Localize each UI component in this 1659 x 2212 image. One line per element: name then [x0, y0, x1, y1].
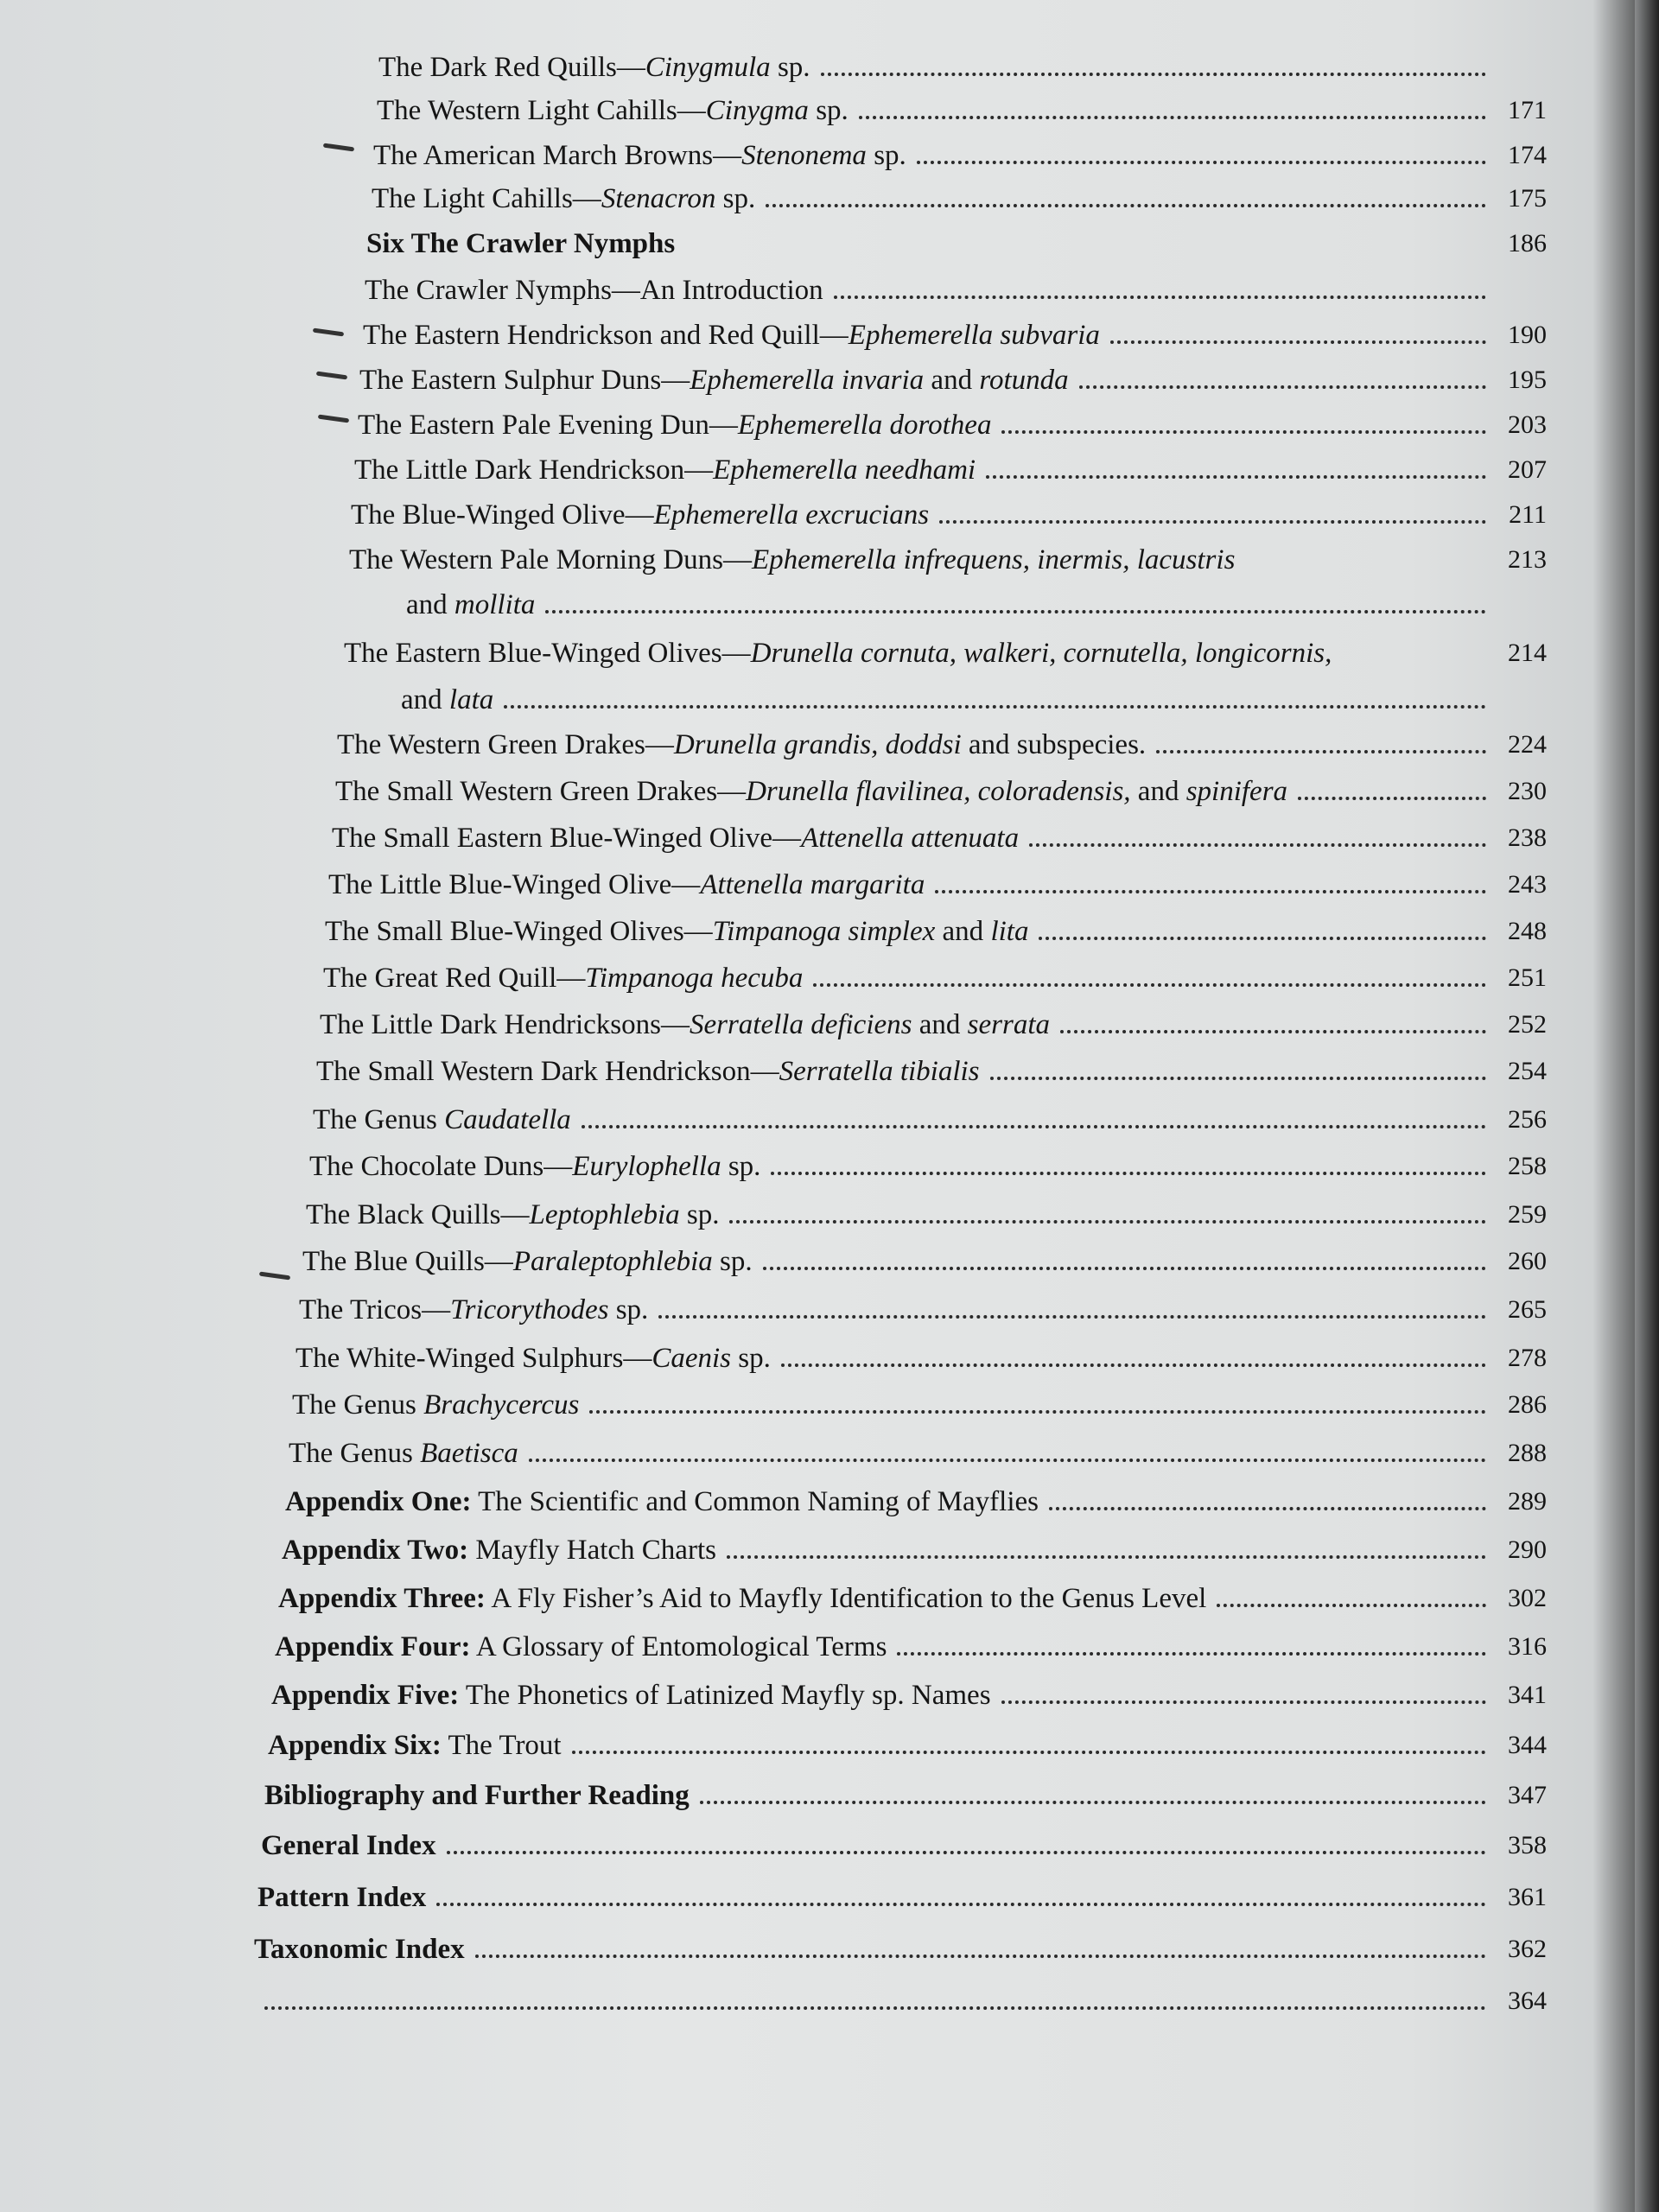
toc-entry: [377, 93, 1547, 128]
toc-entry-text: The Scientific and Common Naming of Mayflies: [471, 1486, 1039, 1517]
dot-leader: [729, 1220, 1486, 1224]
dot-leader: [529, 1459, 1486, 1462]
toc-entry-title: [377, 93, 849, 128]
toc-entry-latin-name: Baetisca: [420, 1438, 518, 1469]
toc-entry: [271, 1678, 1547, 1713]
toc-entry-page-number: 175: [1508, 184, 1547, 213]
dot-leader: [897, 1652, 1486, 1656]
toc-entry: [257, 1880, 1547, 1915]
toc-entry-latin-name: Timpanoga hecuba: [585, 963, 804, 994]
dot-leader: [1039, 937, 1486, 940]
toc-entry: [325, 914, 1547, 949]
toc-entry-title: [354, 453, 976, 487]
dot-leader: [700, 1801, 1486, 1804]
toc-entry-text: sp.: [721, 1151, 761, 1182]
toc-entry: [309, 1149, 1547, 1184]
toc-entry-page-number: 207: [1508, 455, 1547, 484]
toc-entry: [261, 1828, 1547, 1863]
toc-entry: [282, 1533, 1547, 1567]
dot-leader: [813, 983, 1486, 987]
toc-entry-latin-name: Stenacron: [601, 183, 716, 214]
toc-entry-text: The Eastern Hendrickson and Red Quill—: [363, 320, 849, 351]
toc-entry-latin-name: Timpanoga simplex: [712, 916, 936, 947]
dot-leader: [935, 890, 1486, 893]
pencil-mark: [313, 328, 344, 337]
toc-entry-title: [401, 683, 493, 717]
toc-entry-latin-name: Drunella flavilinea, coloradensis,: [746, 776, 1131, 807]
toc-entry-text: sp.: [679, 1199, 720, 1230]
toc-entry-page-number: 289: [1508, 1487, 1547, 1516]
toc-entry-page-number: 358: [1508, 1831, 1547, 1859]
toc-entry-page-number: 364: [1508, 1986, 1547, 2015]
toc-entry-page-number: 316: [1508, 1632, 1547, 1661]
toc-entry-text: The Genus: [289, 1438, 421, 1469]
toc-entry-page-number: 251: [1508, 963, 1547, 992]
toc-entry-text: The Small Blue-Winged Olives—: [325, 916, 713, 947]
toc-entry-latin-name: Ephemerella infrequens, inermis, lacustris: [752, 544, 1236, 575]
toc-entry-heading: Pattern Index: [257, 1882, 427, 1913]
toc-entry-title: [406, 588, 535, 622]
toc-entry: [289, 1436, 1547, 1471]
toc-entry-page-number: 302: [1508, 1584, 1547, 1612]
toc-entry-text: A Fly Fisher’s Aid to Mayfly Identification to the Genus Level: [485, 1583, 1207, 1614]
toc-entry-text: and: [406, 589, 454, 620]
toc-entry-latin-name: Brachycercus: [423, 1389, 580, 1421]
toc-entry-text: The Eastern Pale Evening Dun—: [358, 410, 738, 441]
toc-entry-text: and: [924, 365, 980, 396]
toc-entry-text: sp.: [715, 183, 756, 214]
toc-entry-text: The Genus: [313, 1104, 445, 1135]
dot-leader: [771, 1172, 1486, 1175]
toc-entry-text: and: [935, 916, 991, 947]
toc-entry-title: [306, 1198, 719, 1232]
toc-entry: [332, 821, 1547, 855]
toc-entry: [378, 50, 1547, 85]
toc-entry-text: The Trout: [441, 1730, 562, 1761]
toc-entry-latin-name: Ephemerella subvaria: [848, 320, 1100, 351]
pencil-mark: [259, 1272, 290, 1281]
toc-entry-latin-name: Ephemerella needhami: [713, 454, 976, 486]
toc-entry-title: [332, 821, 1019, 855]
toc-entry-text: sp.: [866, 140, 906, 171]
toc-entry-page-number: 290: [1508, 1535, 1547, 1564]
toc-entry-page-number: 248: [1508, 917, 1547, 945]
toc-entry-title: [349, 543, 1235, 577]
toc-entry-title: [278, 1581, 1206, 1616]
toc-entry-title: [299, 1293, 648, 1327]
toc-entry: [285, 1484, 1547, 1519]
toc-entry-text: The American March Browns—: [373, 140, 742, 171]
toc-entry-heading: Appendix Five:: [271, 1680, 460, 1711]
toc-entry: [365, 273, 1547, 308]
toc-entry-page-number: 361: [1508, 1883, 1547, 1911]
toc-entry: [313, 1103, 1547, 1137]
toc-entry: [292, 1388, 1547, 1422]
toc-entry-page-number: 171: [1508, 96, 1547, 124]
toc-entry: [254, 1932, 1547, 1967]
toc-entry-text: The Chocolate Duns—: [309, 1151, 573, 1182]
toc-entry-heading: Appendix One:: [285, 1486, 472, 1517]
pencil-mark: [323, 143, 354, 152]
toc-entry-page-number: 214: [1508, 639, 1547, 667]
toc-entry-heading: Appendix Two:: [282, 1535, 469, 1566]
toc-entry-latin-name: Ephemerella dorothea: [737, 410, 992, 441]
toc-entry-title: [351, 498, 929, 532]
toc-entry: [372, 181, 1547, 216]
toc-entry-title: [337, 728, 1146, 762]
toc-entry-heading: Taxonomic Index: [254, 1934, 465, 1965]
toc-entry-page-number: 362: [1508, 1935, 1547, 1963]
toc-entry-page-number: 174: [1508, 141, 1547, 169]
toc-entry-page-number: 238: [1508, 823, 1547, 852]
toc-entry-title: [289, 1436, 518, 1471]
dot-leader: [1217, 1604, 1486, 1607]
toc-entry-latin-name: Leptophlebia: [529, 1199, 680, 1230]
toc-entry: [323, 961, 1547, 995]
toc-entry-page-number: 224: [1508, 730, 1547, 759]
toc-entry-heading: Appendix Six:: [268, 1730, 442, 1761]
toc-entry: [320, 1007, 1547, 1042]
toc-entry-text: sp.: [712, 1246, 753, 1277]
toc-entry-title: [320, 1007, 1050, 1042]
dot-leader: [834, 296, 1486, 299]
dot-leader: [504, 705, 1486, 709]
dot-leader: [447, 1851, 1486, 1854]
toc-entry-title: [316, 1054, 980, 1089]
toc-entry-page-number: 260: [1508, 1247, 1547, 1275]
toc-entry: [335, 774, 1547, 809]
toc-entry-title: [372, 181, 755, 216]
toc-entry-page-number: 243: [1508, 870, 1547, 899]
toc-entry-page-number: 265: [1508, 1295, 1547, 1324]
toc-entry-text: and: [1130, 776, 1186, 807]
toc-entry-latin-name: Drunella cornuta, walkeri, cornutella, longicornis,: [750, 638, 1332, 669]
toc-entry-text: and: [401, 684, 449, 715]
toc-entry-text: The Western Green Drakes—: [337, 729, 674, 760]
toc-entry-title: [275, 1630, 887, 1664]
toc-entry: [401, 683, 1547, 717]
dot-leader: [917, 161, 1486, 164]
toc-entry-page-number: 258: [1508, 1152, 1547, 1180]
toc-entry-page-number: 288: [1508, 1439, 1547, 1467]
toc-entry-title: [366, 226, 675, 261]
dot-leader: [727, 1555, 1486, 1559]
toc-entry-page-number: 252: [1508, 1010, 1547, 1039]
toc-entry-latin-name: Drunella grandis, doddsi: [673, 729, 962, 760]
toc-entry-title: [335, 774, 1287, 809]
toc-entry: [264, 1778, 1547, 1813]
toc-entry: [296, 1341, 1547, 1376]
toc-entry-text: The Little Dark Hendricksons—: [320, 1009, 690, 1040]
toc-entry-latin-name: Eurylophella: [572, 1151, 721, 1182]
toc-entry: [275, 1630, 1547, 1664]
toc-entry: [354, 453, 1547, 487]
toc-entry: [306, 1198, 1547, 1232]
toc-entry-text: The Phonetics of Latinized Mayfly sp. Names: [459, 1680, 991, 1711]
toc-entry-title: [292, 1388, 579, 1422]
toc-entry-title: [296, 1341, 771, 1376]
toc-entry-page-number: 278: [1508, 1344, 1547, 1372]
toc-entry-latin-name: Attenella margarita: [700, 869, 925, 900]
toc-entry-title: [282, 1533, 716, 1567]
toc-entry-latin-name: Ephemerella excrucians: [653, 499, 930, 531]
toc-entry-page-number: 213: [1508, 545, 1547, 574]
toc-entry-latin-name: spinifera: [1185, 776, 1288, 807]
toc-entry-text: The Blue Quills—: [302, 1246, 513, 1277]
toc-entry-text: The Western Pale Morning Duns—: [349, 544, 752, 575]
toc-entry-page-number: 286: [1508, 1390, 1547, 1419]
toc-entry-text: The Small Western Green Drakes—: [335, 776, 747, 807]
toc-entry-page-number: 230: [1508, 777, 1547, 805]
toc-entry-latin-name: Cinygmula: [645, 52, 771, 83]
toc-entry-title: [257, 1880, 426, 1915]
dot-leader: [572, 1751, 1486, 1754]
toc-entry-text: The Little Dark Hendrickson—: [354, 454, 714, 486]
dot-leader: [821, 73, 1486, 76]
dot-leader: [475, 1955, 1486, 1958]
toc-entry-latin-name: lita: [990, 916, 1029, 947]
toc-entry-title: [302, 1244, 753, 1279]
toc-entry-heading: Appendix Four:: [275, 1631, 471, 1662]
toc-entry: [359, 363, 1547, 397]
toc-entry-title: [323, 961, 803, 995]
dot-leader: [859, 116, 1486, 119]
dot-leader: [990, 1077, 1486, 1080]
toc-entry: [373, 138, 1547, 173]
toc-entry-text: The Little Blue-Winged Olive—: [328, 869, 701, 900]
toc-entry-latin-name: Serratella tibialis: [779, 1056, 980, 1087]
dot-leader: [1298, 797, 1486, 800]
toc-entry-heading: Bibliography and Further Reading: [264, 1780, 690, 1811]
dot-leader: [582, 1125, 1486, 1128]
toc-entry-text: The Crawler Nymphs—An Introduction: [365, 275, 823, 306]
toc-entry-title: [358, 408, 991, 442]
toc-entry-text: The Eastern Blue-Winged Olives—: [344, 638, 751, 669]
toc-entry-page-number: 256: [1508, 1105, 1547, 1134]
toc-entry: [349, 543, 1547, 577]
toc-entry: [358, 408, 1547, 442]
toc-entry-latin-name: Ephemerella invaria: [690, 365, 925, 396]
toc-entry-latin-name: Stenonema: [741, 140, 867, 171]
toc-entry-text: sp.: [731, 1343, 771, 1374]
toc-entry-text: The Black Quills—: [306, 1199, 530, 1230]
toc-entry-title: [285, 1484, 1039, 1519]
toc-entry: [337, 728, 1547, 762]
toc-entry-title: [373, 138, 906, 173]
dot-leader: [436, 1903, 1486, 1906]
dot-leader: [545, 610, 1486, 613]
toc-entry-title: [309, 1149, 760, 1184]
dot-leader: [1049, 1507, 1486, 1510]
toc-entry-latin-name: Paraleptophlebia: [512, 1246, 713, 1277]
toc-entry-text: sp.: [808, 95, 849, 126]
toc-entry-latin-name: Cinygma: [705, 95, 809, 126]
toc-entry-heading: Appendix Three:: [278, 1583, 486, 1614]
toc-entry-latin-name: mollita: [454, 589, 536, 620]
toc-entry-title: [325, 914, 1028, 949]
toc-entry-page-number: 259: [1508, 1200, 1547, 1229]
dot-leader: [766, 204, 1486, 207]
dot-leader: [763, 1267, 1486, 1270]
toc-entry-latin-name: rotunda: [979, 365, 1069, 396]
toc-entry-text: The Great Red Quill—: [323, 963, 586, 994]
toc-entry-text: Six The Crawler Nymphs: [366, 228, 676, 259]
dot-leader: [264, 2006, 1486, 2010]
toc-entry: [316, 1054, 1547, 1089]
toc-entry-text: sp.: [770, 52, 810, 83]
toc-entry-page-number: 190: [1508, 321, 1547, 349]
toc-entry: [278, 1581, 1547, 1616]
dot-leader: [589, 1410, 1486, 1414]
toc-entry-title: [359, 363, 1069, 397]
dot-leader: [781, 1363, 1486, 1367]
toc-entry-title: [328, 868, 925, 902]
dot-leader: [1156, 750, 1486, 753]
toc-entry: [268, 1728, 1547, 1763]
page-edge-shadow: [1635, 0, 1659, 2212]
toc-entry-text: A Glossary of Entomological Terms: [470, 1631, 887, 1662]
toc-entry-latin-name: Attenella attenuata: [801, 823, 1020, 854]
toc-entry: [366, 226, 1547, 261]
toc-entry-title: [365, 273, 823, 308]
toc-entry: [254, 1984, 1547, 2018]
toc-entry-heading: General Index: [261, 1830, 436, 1861]
dot-leader: [1060, 1030, 1486, 1033]
toc-entry-page-number: 344: [1508, 1731, 1547, 1759]
toc-entry-text: and subspecies.: [961, 729, 1147, 760]
toc-entry-title: [378, 50, 810, 85]
dot-leader: [1029, 843, 1486, 847]
toc-entry: [363, 318, 1547, 353]
toc-entry-text: Mayfly Hatch Charts: [468, 1535, 716, 1566]
toc-entry: [328, 868, 1547, 902]
toc-entry: [351, 498, 1547, 532]
toc-entry-title: [261, 1828, 436, 1863]
toc-entry-title: [344, 636, 1332, 671]
toc-entry-latin-name: Caudatella: [444, 1104, 571, 1135]
toc-entry-title: [313, 1103, 571, 1137]
toc-entry-text: The Small Eastern Blue-Winged Olive—: [332, 823, 802, 854]
dot-leader: [1110, 340, 1486, 344]
toc-entry: [302, 1244, 1547, 1279]
toc-entry-text: sp.: [608, 1294, 649, 1325]
toc-entry-page-number: 186: [1508, 229, 1547, 257]
dot-leader: [1001, 430, 1486, 434]
toc-entry-text: The Western Light Cahills—: [377, 95, 706, 126]
toc-entry-title: [254, 1932, 465, 1967]
toc-entry-latin-name: Tricorythodes: [450, 1294, 609, 1325]
toc-entry: [299, 1293, 1547, 1327]
toc-entry-page-number: 341: [1508, 1681, 1547, 1709]
toc-entry-title: [363, 318, 1100, 353]
dot-leader: [986, 475, 1486, 479]
toc-entry-page-number: 347: [1508, 1781, 1547, 1809]
toc-entry-text: and: [912, 1009, 968, 1040]
toc-entry: [406, 588, 1547, 622]
toc-entry-title: [264, 1778, 690, 1813]
toc-entry-latin-name: Caenis: [652, 1343, 731, 1374]
toc-entry-text: The Blue-Winged Olive—: [351, 499, 654, 531]
toc-entry-text: The Genus: [292, 1389, 424, 1421]
toc-entry-text: The Light Cahills—: [372, 183, 601, 214]
dot-leader: [939, 520, 1486, 524]
toc-entry-text: The Eastern Sulphur Duns—: [359, 365, 690, 396]
toc-entry-page-number: 195: [1508, 365, 1547, 394]
toc-entry-text: The White-Winged Sulphurs—: [296, 1343, 652, 1374]
toc-entry-latin-name: Serratella deficiens: [689, 1009, 912, 1040]
dot-leader: [1079, 385, 1486, 389]
toc-entry-latin-name: lata: [448, 684, 494, 715]
toc-entry-text: The Small Western Dark Hendrickson—: [316, 1056, 779, 1087]
pencil-mark: [318, 415, 349, 423]
pencil-mark: [316, 372, 347, 380]
dot-leader: [658, 1315, 1486, 1319]
toc-entry: [344, 636, 1547, 671]
toc-entry-page-number: 254: [1508, 1057, 1547, 1085]
toc-entry-title: [268, 1728, 562, 1763]
toc-entry-latin-name: serrata: [967, 1009, 1050, 1040]
toc-entry-title: [271, 1678, 991, 1713]
toc-entry-text: The Tricos—: [299, 1294, 451, 1325]
toc-entry-page-number: 211: [1509, 500, 1547, 529]
toc-entry-page-number: 203: [1508, 410, 1547, 439]
toc-entry-text: The Dark Red Quills—: [378, 52, 645, 83]
dot-leader: [1001, 1700, 1486, 1704]
